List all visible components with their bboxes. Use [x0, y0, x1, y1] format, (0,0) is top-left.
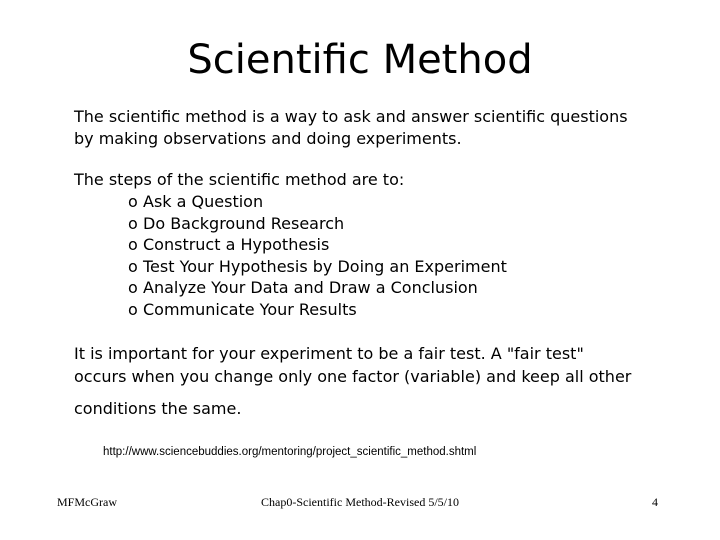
step-label: Communicate Your Results: [143, 299, 357, 319]
slide-title: Scientific Method: [187, 37, 533, 83]
step-label: Construct a Hypothesis: [143, 235, 330, 255]
bullet-marker: o: [128, 192, 138, 211]
intro-paragraph: [74, 106, 694, 150]
fair-line-1: It is important for your experiment to be a fair test. A "fair test": [74, 344, 584, 363]
steps-list: [128, 191, 507, 321]
step-label: Do Background Research: [143, 213, 345, 233]
list-item: [128, 213, 507, 235]
step-label: Analyze Your Data and Draw a Conclusion: [143, 278, 478, 298]
footer-author: MFMcGraw: [57, 495, 117, 509]
list-item: [128, 234, 507, 256]
bullet-marker: o: [128, 235, 138, 255]
step-label: Ask a Question: [143, 192, 264, 211]
list-item: [128, 277, 507, 299]
bullet-marker: o: [128, 299, 138, 319]
fair-line-2: occurs when you change only one factor (variable) and keep all other: [74, 367, 632, 386]
list-item: [128, 191, 507, 213]
source-url[interactable]: http://www.sciencebuddies.org/mentoring/project_scientific_method.shtml: [103, 446, 477, 458]
intro-line-1: The scientific method is a way to ask and answer scientific questions: [74, 107, 628, 126]
page-number: 4: [652, 495, 658, 509]
list-item: [128, 256, 507, 278]
list-item: [128, 299, 507, 321]
intro-line-2: by making observations and doing experiments.: [74, 129, 462, 148]
bullet-marker: o: [128, 256, 138, 276]
fair-test-paragraph: [74, 342, 694, 420]
bullet-marker: o: [128, 278, 138, 298]
bullet-marker: o: [128, 213, 138, 233]
step-label: Test Your Hypothesis by Doing an Experiment: [143, 256, 507, 276]
fair-line-3: conditions the same.: [74, 399, 242, 418]
steps-heading: The steps of the scientific method are to:: [74, 170, 405, 189]
footer-title: Chap0-Scientific Method-Revised 5/5/10: [261, 495, 459, 509]
